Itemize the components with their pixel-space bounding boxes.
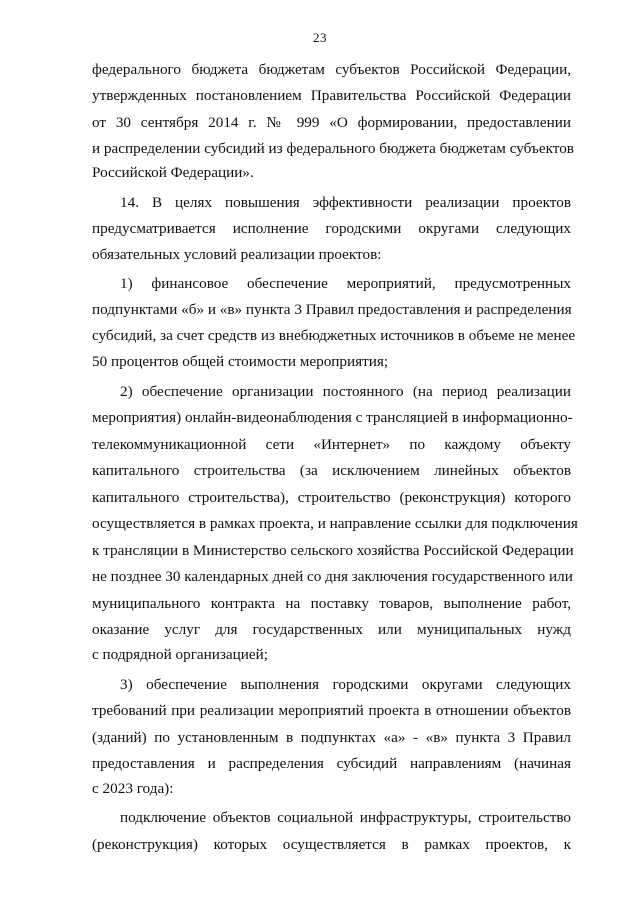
text-line: капитального строительства), строительство (реконструкция) которого bbox=[92, 489, 571, 506]
text-line: требований при реализации мероприятий проекта в отношении объектов bbox=[92, 702, 571, 719]
text-line: 1) финансовое обеспечение мероприятий, предусмотренных bbox=[120, 275, 571, 292]
text-line: телекоммуникационной сети «Интернет» по каждому объекту bbox=[92, 436, 571, 453]
text-line: от 30 сентября 2014 г. № 999 «О формировании, предоставлении bbox=[92, 114, 571, 131]
text-line: 3) обеспечение выполнения городскими округами следующих bbox=[120, 676, 571, 693]
text-line: 50 процентов общей стоимости мероприятия; bbox=[92, 353, 389, 370]
text-line: предоставления и распределения субсидий направлениям (начиная bbox=[92, 755, 571, 772]
text-line: 2) обеспечение организации постоянного (на период реализации bbox=[120, 383, 571, 400]
text-line: предусматривается исполнение городскими округами следующих bbox=[92, 220, 571, 237]
text-line: и распределении субсидий из федерального бюджета бюджетам субъектов bbox=[92, 140, 574, 157]
text-line: капитального строительства (за исключением линейных объектов bbox=[92, 462, 571, 479]
text-line: 14. В целях повышения эффективности реализации проектов bbox=[120, 194, 571, 211]
text-line: (зданий) по установленным в подпунктах «а» - «в» пункта 3 Правил bbox=[92, 729, 571, 746]
text-line: подключение объектов социальной инфраструктуры, строительство bbox=[120, 809, 571, 826]
text-line: с 2023 года): bbox=[92, 780, 174, 797]
text-line: Российской Федерации». bbox=[92, 164, 254, 181]
text-line: с подрядной организацией; bbox=[92, 646, 268, 663]
text-line: федерального бюджета бюджетам субъектов Российской Федерации, bbox=[92, 61, 571, 78]
text-line: муниципального контракта на поставку товаров, выполнение работ, bbox=[92, 595, 571, 612]
text-line: мероприятия) онлайн-видеонаблюдения с трансляцией в информационно- bbox=[92, 409, 573, 426]
text-line: обязательных условий реализации проектов: bbox=[92, 246, 382, 263]
text-line: оказание услуг для государственных или муниципальных нужд bbox=[92, 621, 571, 638]
text-line: осуществляется в рамках проекта, и направление ссылки для подключения bbox=[92, 515, 578, 532]
text-line: утвержденных постановлением Правительства Российской Федерации bbox=[92, 87, 571, 104]
text-line: не позднее 30 календарных дней со дня заключения государственного или bbox=[92, 568, 573, 585]
text-line: подпунктами «б» и «в» пункта 3 Правил предоставления и распределения bbox=[92, 301, 572, 318]
text-line: (реконструкция) которых осуществляется в рамках проектов, к bbox=[92, 836, 571, 853]
text-line: к трансляции в Министерство сельского хозяйства Российской Федерации bbox=[92, 542, 574, 559]
page-number: 23 bbox=[313, 30, 327, 45]
text-line: субсидий, за счет средств из внебюджетных источников в объеме не менее bbox=[92, 327, 576, 344]
